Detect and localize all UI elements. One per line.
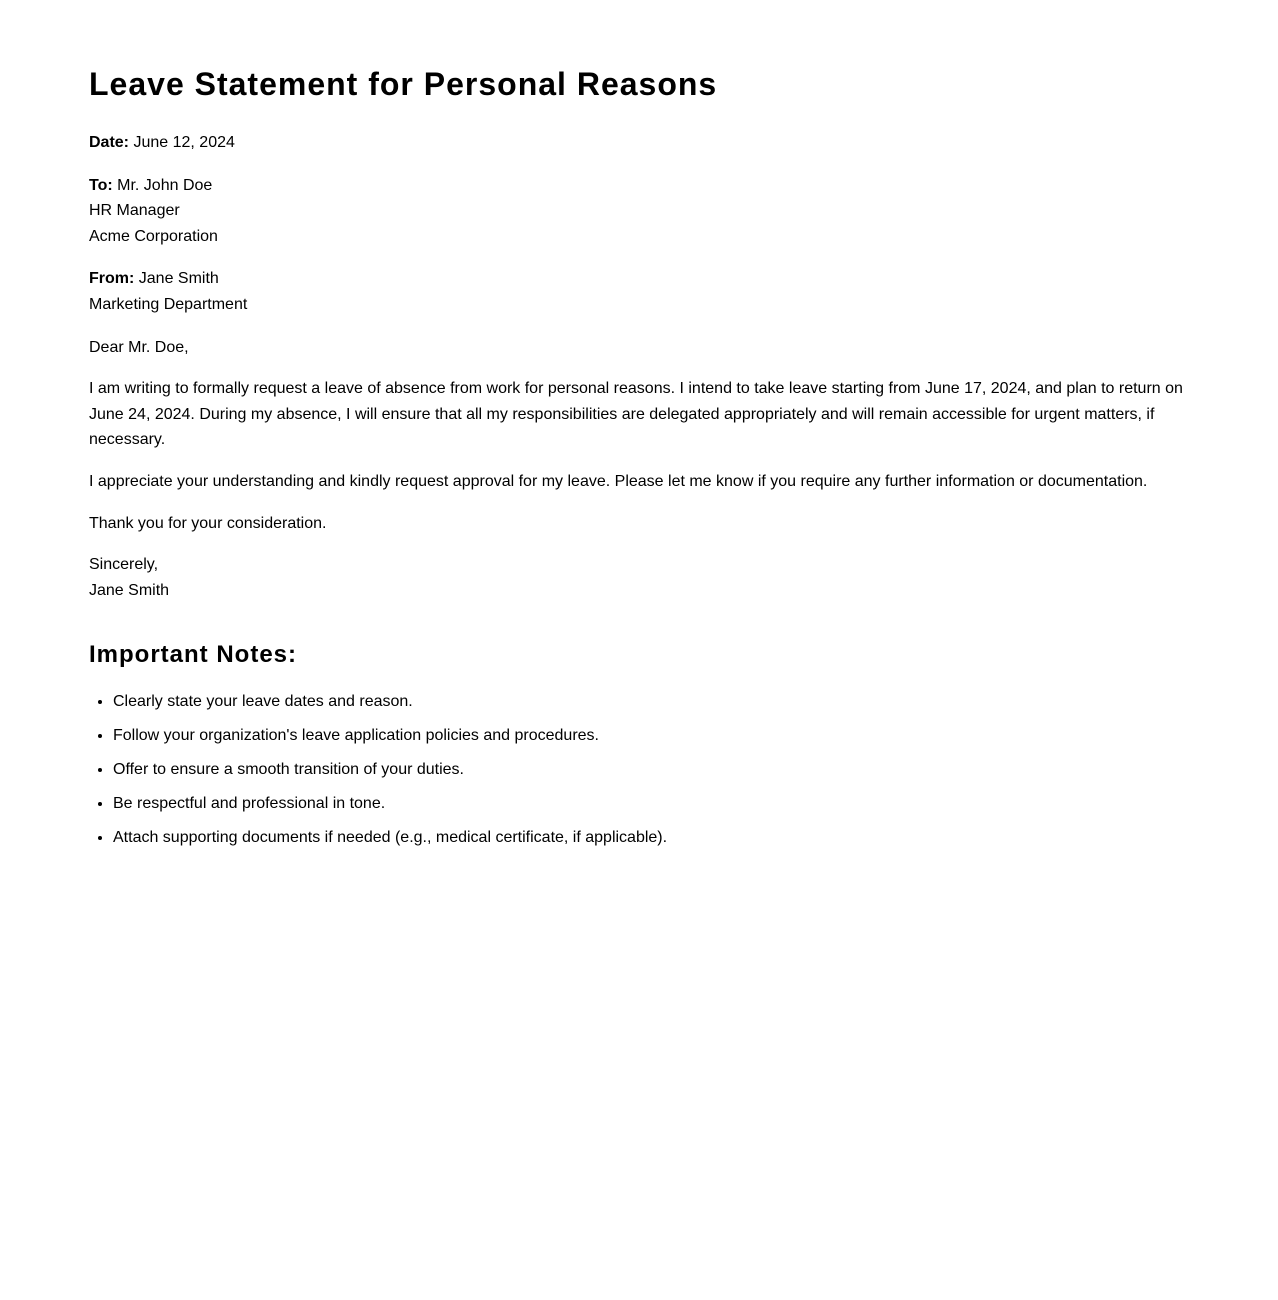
date-line <box>89 130 1189 156</box>
to-label: To: <box>89 176 113 194</box>
from-label: From: <box>89 270 135 288</box>
document-title: Leave Statement for Personal Reasons <box>89 66 718 102</box>
notes-heading: Important Notes: <box>89 641 297 669</box>
date-label: Date: <box>89 134 130 151</box>
list-item: • Clearly state your leave dates and reason. <box>113 689 1189 715</box>
body-paragraph-3: Thank you for your consideration. <box>89 514 327 532</box>
salutation: Dear Mr. Doe, <box>89 338 189 356</box>
sender-department: Marketing Department <box>89 295 248 313</box>
recipient-name-line <box>89 173 1189 199</box>
list-item: • Be respectful and professional in tone. <box>113 791 1189 817</box>
body-paragraph-2: I appreciate your understanding and kindly request approval for my leave. Please let me know if you require any further information or documentation. <box>89 472 1148 490</box>
body-paragraph-1: I am writing to formally request a leave of absence from work for personal reasons. I intend to take leave starting from June 17, 2024, and plan to return on June 24, 2024. During my absence, I will ensure that all my responsibilities are delegated appropriately and will remain accessible for urgent matters, if necessary. <box>89 380 1183 449</box>
list-item: • Offer to ensure a smooth transition of your duties. <box>113 757 1189 783</box>
sender-name: Jane Smith <box>138 270 219 288</box>
recipient-block <box>89 173 1189 250</box>
recipient-company: Acme Corporation <box>89 227 218 245</box>
signature-name: Jane Smith <box>89 581 170 599</box>
closing: Sincerely, <box>89 556 159 574</box>
notes-list <box>89 689 1189 850</box>
recipient-name: Mr. John Doe <box>117 176 213 194</box>
sender-name-line <box>89 266 1189 292</box>
list-item: • Follow your organization's leave application policies and procedures. <box>113 723 1189 749</box>
closing-block <box>89 552 1189 603</box>
recipient-title: HR Manager <box>89 202 180 220</box>
date-value: June 12, 2024 <box>133 134 235 151</box>
list-item: • Attach supporting documents if needed (e.g., medical certificate, if applicable). <box>113 825 1189 851</box>
sender-block <box>89 266 1189 317</box>
